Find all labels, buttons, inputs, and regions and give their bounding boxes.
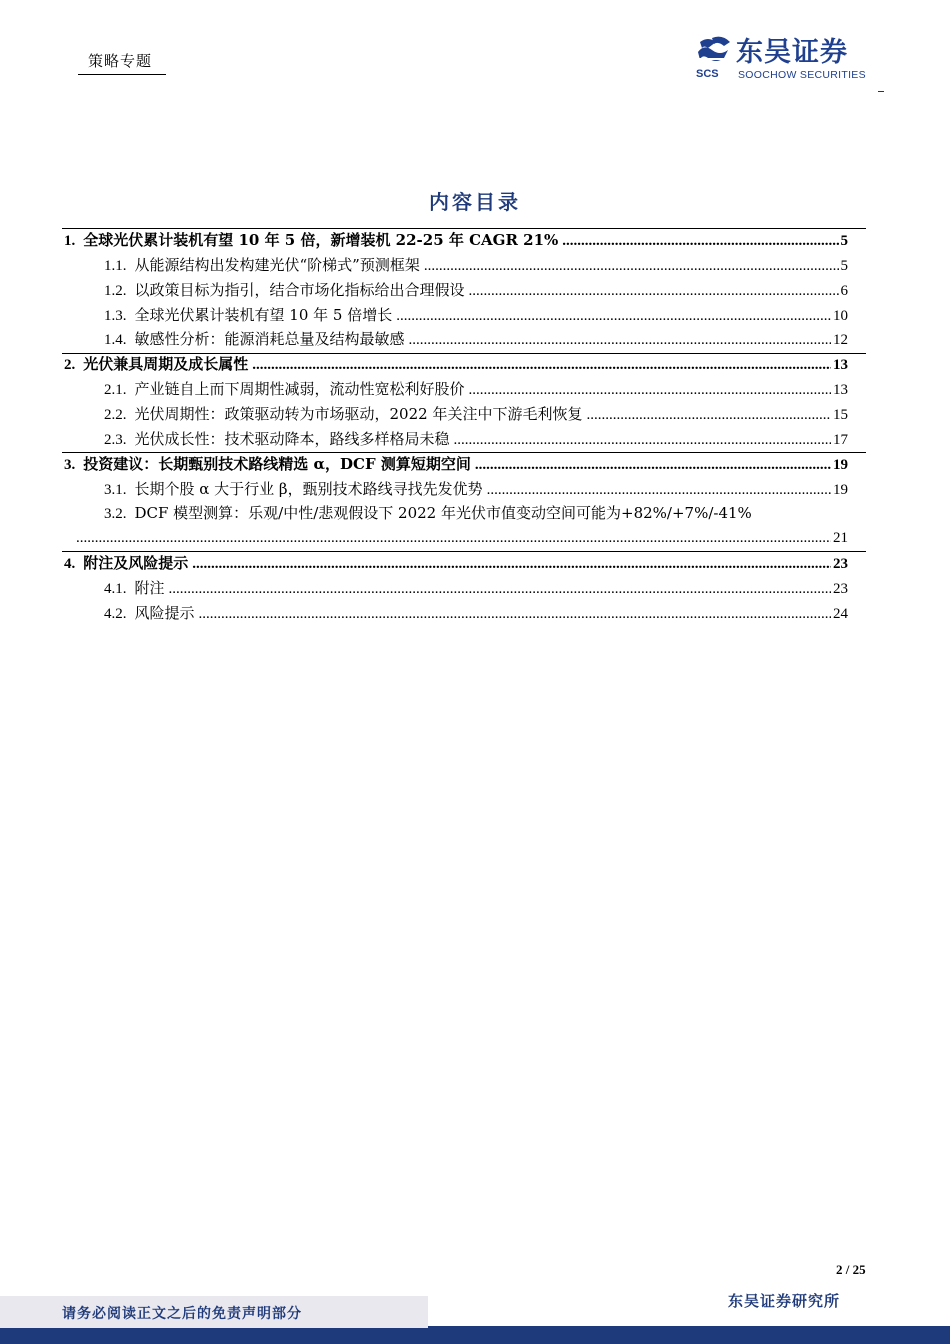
toc-entry[interactable] <box>104 602 848 624</box>
toc-leader-dots <box>424 255 839 277</box>
toc-entry[interactable] <box>104 254 848 276</box>
toc-entry[interactable] <box>104 403 848 425</box>
toc-entry-page: 12 <box>833 332 848 348</box>
toc-entry-number: 3. <box>64 457 76 473</box>
toc-entry-page: 5 <box>840 233 848 249</box>
disclaimer-notice: 请务必阅读正文之后的免责声明部分 <box>62 1306 302 1322</box>
toc-entry[interactable] <box>64 229 848 251</box>
toc-entry-continuation[interactable] <box>76 527 848 549</box>
toc-entry-title: DCF 模型测算：乐观/中性/悲观假设下 2022 年光伏市值变动空间可能为+82%/+7%/-41% <box>134 504 752 522</box>
toc-leader-dots <box>487 479 831 501</box>
toc-entry-title: 投资建议：长期甄别技术路线精选 α，DCF 测算短期空间 <box>83 455 471 473</box>
toc-entry-title: 光伏周期性：政策驱动转为市场驱动，2022 年关注中下游毛利恢复 <box>134 405 583 423</box>
toc-title: 内容目录 <box>429 190 521 214</box>
brand-name-cn: 东吴证券 <box>736 37 848 68</box>
toc-entry-number: 1. <box>64 233 76 249</box>
toc-leader-dots <box>76 527 831 549</box>
toc-entry-page: 6 <box>840 283 848 299</box>
toc-entry-number: 1.1. <box>104 258 127 274</box>
toc-leader-dots <box>469 379 831 401</box>
header-tick <box>878 91 884 92</box>
toc-leader-dots <box>252 354 831 376</box>
toc-entry-number: 4.2. <box>104 606 127 622</box>
toc-entry-number: 1.3. <box>104 308 127 324</box>
toc-entry-title: 光伏兼具周期及成长属性 <box>83 355 249 373</box>
toc-entry-title: 光伏成长性：技术驱动降本，路线多样格局未稳 <box>134 430 450 448</box>
toc-entry-page: 19 <box>833 482 848 498</box>
toc-entry-number: 3.1. <box>104 482 127 498</box>
toc-entry-page: 5 <box>840 258 848 274</box>
toc-entry-page: 15 <box>833 407 848 423</box>
toc-entry-page: 21 <box>833 530 848 546</box>
toc-entry-page: 24 <box>833 606 848 622</box>
toc-entry-number: 3.2. <box>104 506 127 522</box>
brand-logo <box>694 36 890 86</box>
brand-mark-label: SCS <box>696 68 719 80</box>
toc-entry-number: 2.1. <box>104 382 127 398</box>
toc-entry-title: 以政策目标为指引，结合市场化指标给出合理假设 <box>134 281 465 299</box>
toc-entry[interactable] <box>104 577 848 599</box>
footer-organization: 东吴证券研究所 <box>728 1292 841 1310</box>
toc-entry-title: 附注 <box>134 579 165 597</box>
toc-entry-page: 23 <box>833 556 848 572</box>
toc-entry-page: 17 <box>833 432 848 448</box>
toc-entry[interactable] <box>104 328 848 350</box>
toc-entry-number: 4.1. <box>104 581 127 597</box>
toc-leader-dots <box>192 553 831 575</box>
toc-entry-page: 23 <box>833 581 848 597</box>
header-divider <box>78 74 166 75</box>
toc-entry-number: 2. <box>64 357 76 373</box>
toc-entry[interactable] <box>104 304 848 326</box>
toc-leader-dots <box>409 329 831 351</box>
page-number: 2 / 25 <box>836 1262 866 1277</box>
toc-leader-dots <box>454 429 831 451</box>
toc-entry-title: 从能源结构出发构建光伏“阶梯式”预测框架 <box>134 256 420 274</box>
toc-entry-number: 2.2. <box>104 407 127 423</box>
brand-mark-text <box>694 66 734 80</box>
toc-entry-title: 敏感性分析：能源消耗总量及结构最敏感 <box>134 330 405 348</box>
toc-leader-dots <box>475 454 831 476</box>
toc-entry[interactable] <box>104 428 848 450</box>
toc-entry-title: 长期个股 α 大于行业 β，甄别技术路线寻找先发优势 <box>134 480 483 498</box>
toc-entry-title: 附注及风险提示 <box>83 554 189 572</box>
toc-entry-wrapped[interactable] <box>104 502 848 524</box>
footer-bottom-band <box>0 1328 950 1344</box>
toc-leader-dots <box>169 578 831 600</box>
toc-entry[interactable] <box>64 453 848 475</box>
toc-entry[interactable] <box>64 552 848 574</box>
toc-entry-page: 10 <box>833 308 848 324</box>
toc-entry[interactable] <box>104 378 848 400</box>
toc-entry-number: 4. <box>64 556 76 572</box>
toc-entry-title: 产业链自上而下周期性减弱，流动性宽松利好股价 <box>134 380 465 398</box>
toc-entry-number: 1.2. <box>104 283 127 299</box>
brand-name-en: SOOCHOW SECURITIES <box>738 69 866 81</box>
toc-leader-dots <box>396 305 831 327</box>
toc-entry-title: 全球光伏累计装机有望 10 年 5 倍增长 <box>134 306 393 324</box>
toc-entry-page: 13 <box>833 357 848 373</box>
toc-entry-page: 13 <box>833 382 848 398</box>
toc-entry-page: 19 <box>833 457 848 473</box>
toc-entry-number: 2.3. <box>104 432 127 448</box>
toc-entry[interactable] <box>104 279 848 301</box>
toc-entry[interactable] <box>64 353 848 375</box>
toc-leader-dots <box>199 603 831 625</box>
report-section-label: 策略专题 <box>88 52 153 70</box>
toc-entry-title: 全球光伏累计装机有望 10 年 5 倍，新增装机 22-25 年 CAGR 21% <box>83 231 559 249</box>
toc-entry-number: 1.4. <box>104 332 127 348</box>
toc-leader-dots <box>586 404 831 426</box>
toc-leader-dots <box>469 280 839 302</box>
toc-leader-dots <box>562 230 838 252</box>
toc-entry[interactable] <box>104 478 848 500</box>
toc-entry-title: 风险提示 <box>134 604 195 622</box>
